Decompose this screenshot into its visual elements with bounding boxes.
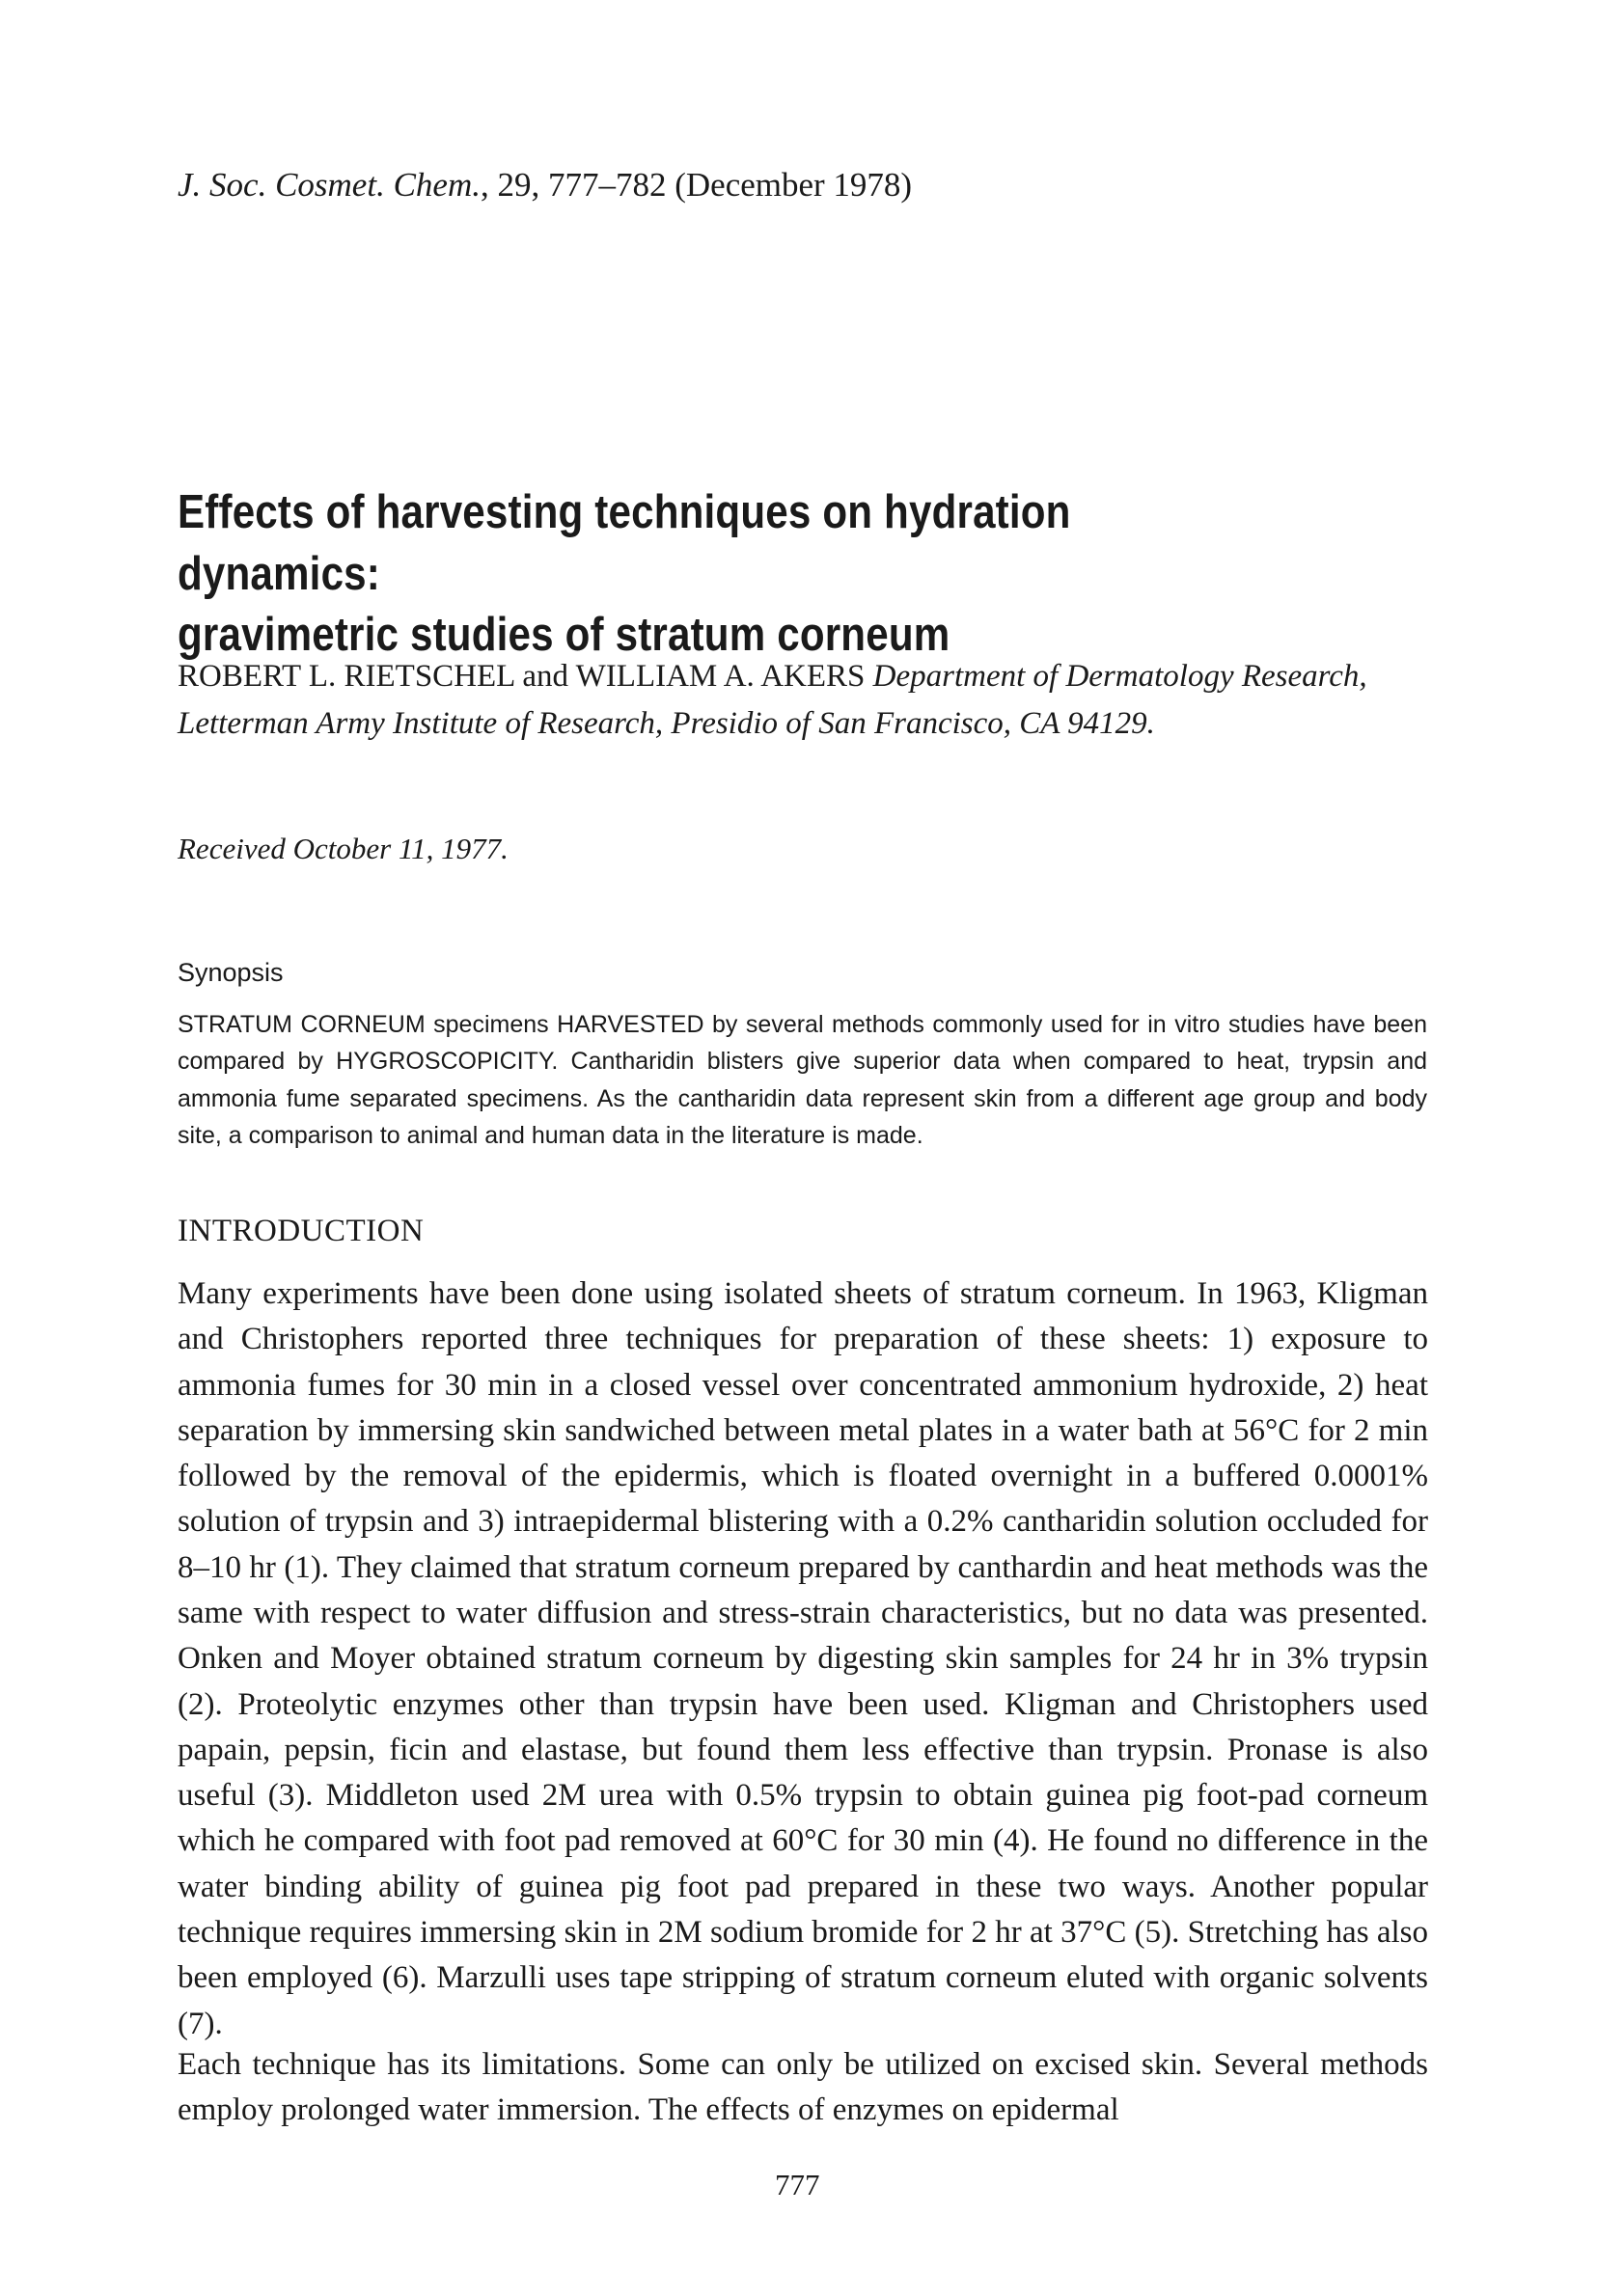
synopsis-heading: Synopsis <box>178 958 284 987</box>
article-title <box>178 482 1256 667</box>
title-line-2: gravimetric studies of stratum corneum <box>178 609 950 662</box>
author-names: ROBERT L. RIETSCHEL and WILLIAM A. AKERS <box>178 659 866 694</box>
title-line-1: Effects of harvesting techniques on hydration dynamics: <box>178 486 1071 600</box>
body-paragraph: Each technique has its limitations. Some can only be utilized on excised skin. Several methods employ prolonged water immersion. The effects of enzymes on epidermal <box>178 2047 1428 2128</box>
page-number: 777 <box>775 2168 820 2201</box>
author-affiliation: Department of Dermatology Research, Letterman Army Institute of Research, Presidio of San Francisco, CA 94129. <box>178 659 1367 741</box>
journal-name: J. Soc. Cosmet. Chem. <box>178 166 481 204</box>
volume-pages-date: , 29, 777–782 (December 1978) <box>480 166 913 204</box>
synopsis-text: STRATUM CORNEUM specimens HARVESTED by several methods commonly used for in vitro studies have been compared by HYGROSCOPICITY. Cantharidin blisters give superior data when compared to heat, trypsin and ammonia fume separated specimens. As the cantharidin data represent skin from a different age group and body site, a comparison to animal and human data in the literature is made. <box>178 1011 1427 1149</box>
journal-citation <box>178 166 912 205</box>
received-date: Received October 11, 1977. <box>178 832 509 865</box>
section-heading-introduction: INTRODUCTION <box>178 1214 425 1248</box>
author-block <box>178 653 1432 747</box>
body-paragraph: Many experiments have been done using isolated sheets of stratum corneum. In 1963, Kligman and Christophers reported three techniques for preparation of these sheets: 1) exposure to ammonia fumes for 30 min in a closed vessel over concentrated ammonium hydroxide, 2) heat separation by immersing skin sandwiched between metal plates in a water bath at 56°C for 2 min followed by the removal of the epidermis, which is floated overnight in a buffered 0.0001% solution of trypsin and 3) intraepidermal blistering with a 0.2% cantharidin solution occluded for 8–10 hr (1). They claimed that stratum corneum prepared by canthardin and heat methods was the same with respect to water diffusion and stress-strain characteristics, but no data was presented. Onken and Moyer obtained stratum corneum by digesting skin samples for 24 hr in 3% trypsin (2). Proteolytic enzymes other than trypsin have been used. Kligman and Christophers used papain, pepsin, ficin and elastase, but found them less effective than trypsin. Pronase is also useful (3). Middleton used 2M urea with 0.5% trypsin to obtain guinea pig foot-pad corneum which he compared with foot pad removed at 60°C for 30 min (4). He found no difference in the water binding ability of guinea pig foot pad prepared in these two ways. Another popular technique requires immersing skin in 2M sodium bromide for 2 hr at 37°C (5). Stretching has also been employed (6). Marzulli uses tape stripping of stratum corneum eluted with organic solvents (7). <box>178 1276 1428 2041</box>
